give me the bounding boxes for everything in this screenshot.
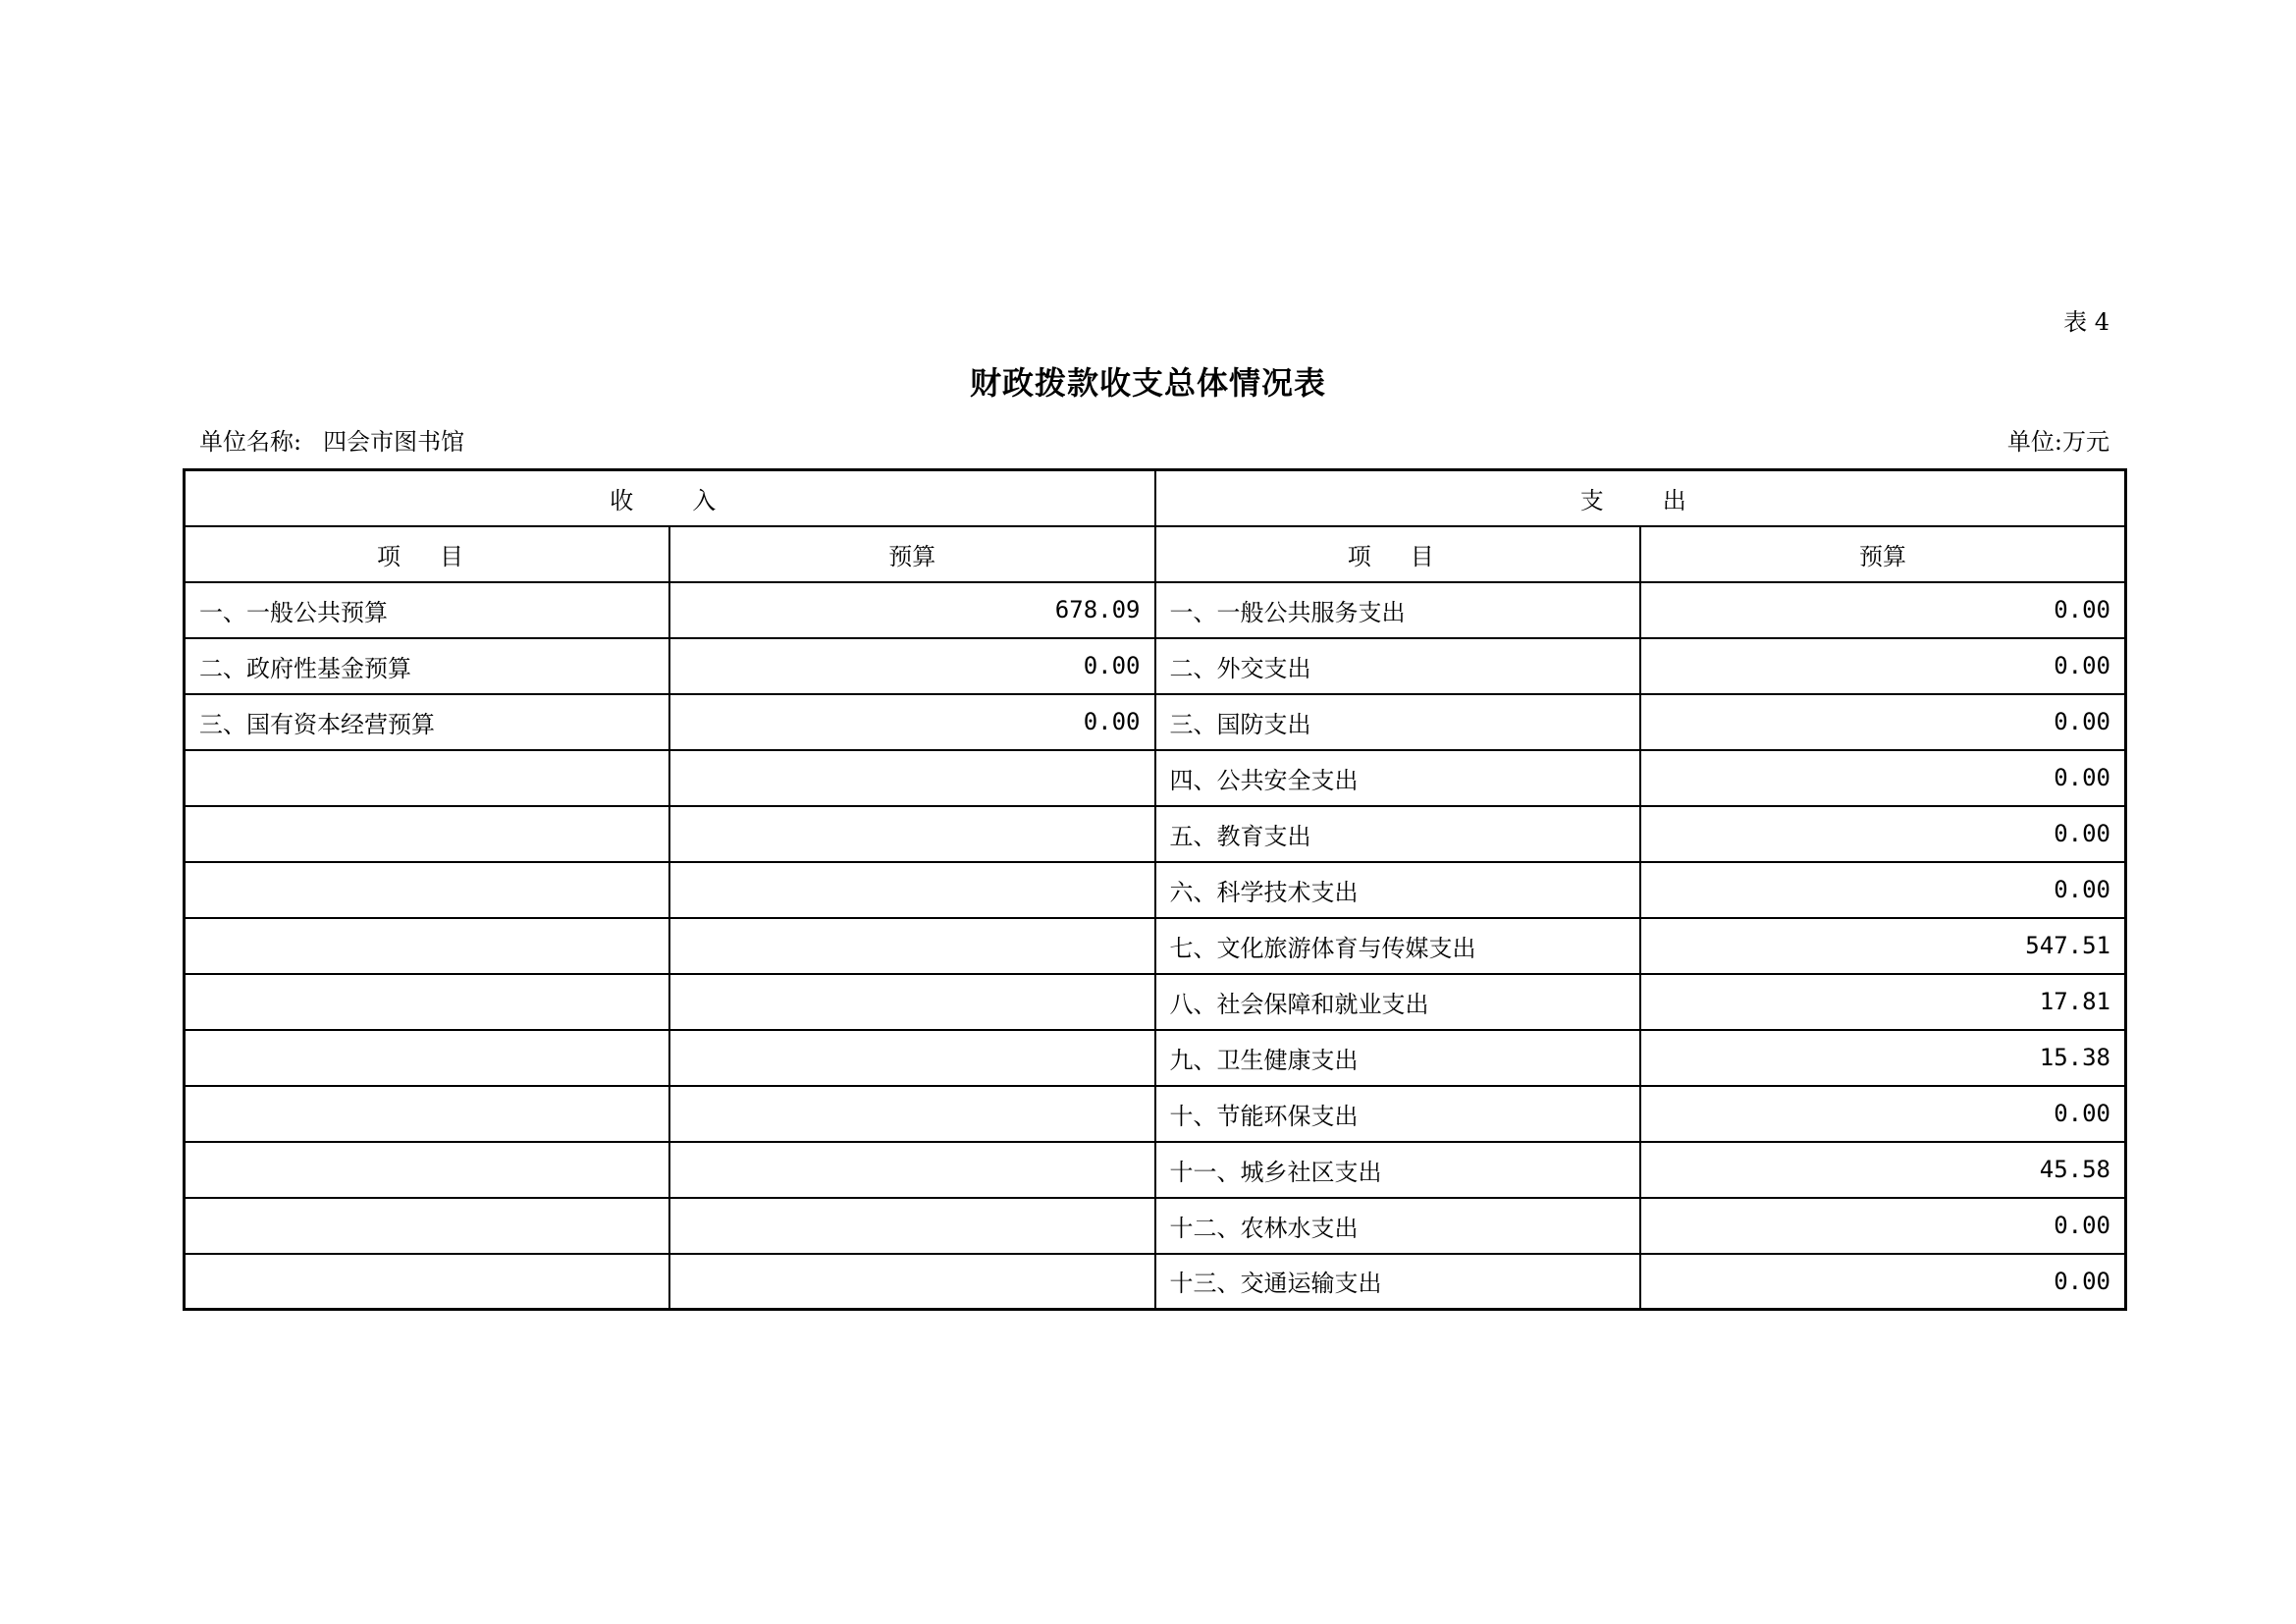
income-value-cell (669, 1198, 1155, 1254)
table-row (185, 918, 2126, 974)
section-header-row (185, 470, 2126, 526)
income-item-cell (185, 1142, 670, 1198)
income-value-cell: 0.00 (669, 638, 1155, 694)
table-row (185, 582, 2126, 638)
income-value-cell (669, 1254, 1155, 1310)
expense-value-cell: 0.00 (1640, 1086, 2126, 1142)
table-row (185, 1254, 2126, 1310)
page-title: 财政拨款收支总体情况表 (969, 364, 1326, 402)
expense-value-cell: 0.00 (1640, 1254, 2126, 1310)
income-item-header: 项目 (185, 526, 670, 582)
expense-section-header: 支出 (1155, 470, 2126, 526)
column-header-row (185, 526, 2126, 582)
table-row (185, 750, 2126, 806)
expense-value-cell: 15.38 (1640, 1030, 2126, 1086)
expense-item-cell: 六、科学技术支出 (1155, 862, 1641, 918)
table-row (185, 1198, 2126, 1254)
expense-item-cell: 三、国防支出 (1155, 694, 1641, 750)
income-value-cell (669, 1030, 1155, 1086)
expense-value-cell: 0.00 (1640, 750, 2126, 806)
income-value-cell (669, 862, 1155, 918)
table-row (185, 1030, 2126, 1086)
unit-name-label: 单位名称: (199, 428, 302, 456)
income-item-cell (185, 1198, 670, 1254)
expense-value-cell: 0.00 (1640, 806, 2126, 862)
income-item-cell (185, 974, 670, 1030)
currency-unit: 单位:万元 (2006, 428, 2109, 456)
expense-value-cell: 17.81 (1640, 974, 2126, 1030)
table-row (185, 806, 2126, 862)
expense-value-cell: 45.58 (1640, 1142, 2126, 1198)
income-item-cell (185, 918, 670, 974)
expense-value-cell: 0.00 (1640, 638, 2126, 694)
expense-value-cell: 0.00 (1640, 1198, 2126, 1254)
expense-item-cell: 九、卫生健康支出 (1155, 1030, 1641, 1086)
expense-item-header: 项目 (1155, 526, 1641, 582)
income-value-cell: 0.00 (669, 694, 1155, 750)
income-value-cell (669, 750, 1155, 806)
income-item-cell (185, 862, 670, 918)
budget-table (183, 468, 2127, 1311)
expense-value-cell: 0.00 (1640, 862, 2126, 918)
expense-item-cell: 十二、农林水支出 (1155, 1198, 1641, 1254)
income-item-cell (185, 1086, 670, 1142)
expense-item-cell: 八、社会保障和就业支出 (1155, 974, 1641, 1030)
income-value-cell: 678.09 (669, 582, 1155, 638)
table-row (185, 862, 2126, 918)
income-item-cell: 三、国有资本经营预算 (185, 694, 670, 750)
expense-item-cell: 十一、城乡社区支出 (1155, 1142, 1641, 1198)
expense-item-cell: 十三、交通运输支出 (1155, 1254, 1641, 1310)
table-row (185, 694, 2126, 750)
income-budget-header: 预算 (669, 526, 1155, 582)
income-section-header: 收入 (185, 470, 1155, 526)
expense-item-cell: 四、公共安全支出 (1155, 750, 1641, 806)
unit-name (199, 422, 464, 457)
income-value-cell (669, 974, 1155, 1030)
income-value-cell (669, 918, 1155, 974)
income-item-cell: 二、政府性基金预算 (185, 638, 670, 694)
expense-item-cell: 五、教育支出 (1155, 806, 1641, 862)
income-item-cell: 一、一般公共预算 (185, 582, 670, 638)
table-body (185, 582, 2126, 1310)
table-row (185, 1142, 2126, 1198)
income-item-cell (185, 1254, 670, 1310)
expense-value-cell: 0.00 (1640, 694, 2126, 750)
table-row (185, 638, 2126, 694)
expense-value-cell: 547.51 (1640, 918, 2126, 974)
expense-budget-header: 预算 (1640, 526, 2126, 582)
expense-item-cell: 一、一般公共服务支出 (1155, 582, 1641, 638)
income-item-cell (185, 806, 670, 862)
expense-value-cell: 0.00 (1640, 582, 2126, 638)
table-row (185, 1086, 2126, 1142)
income-item-cell (185, 750, 670, 806)
table-row (185, 974, 2126, 1030)
expense-item-cell: 二、外交支出 (1155, 638, 1641, 694)
income-value-cell (669, 1086, 1155, 1142)
expense-item-cell: 十、节能环保支出 (1155, 1086, 1641, 1142)
expense-item-cell: 七、文化旅游体育与传媒支出 (1155, 918, 1641, 974)
table-number: 表 4 (2063, 308, 2109, 336)
income-value-cell (669, 1142, 1155, 1198)
income-value-cell (669, 806, 1155, 862)
income-item-cell (185, 1030, 670, 1086)
unit-name-value: 四会市图书馆 (323, 428, 465, 456)
